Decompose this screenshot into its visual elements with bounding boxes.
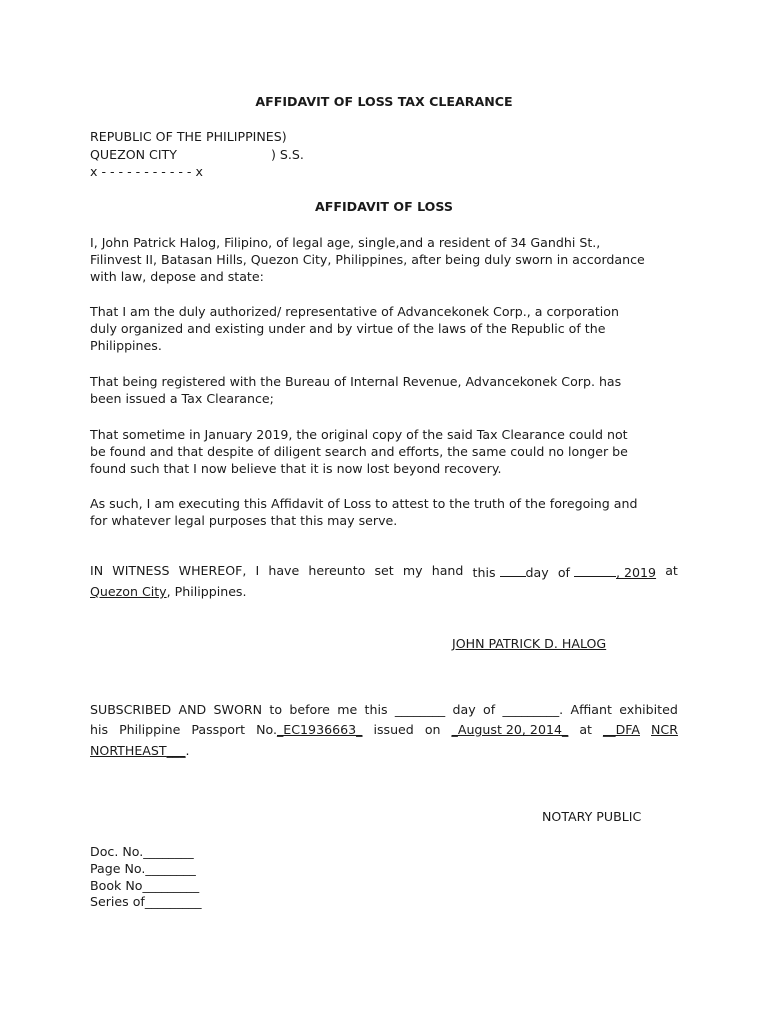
witness-word: this — [472, 565, 496, 580]
jurat-word: exhibited — [619, 702, 678, 717]
jurat-word: at — [579, 722, 592, 737]
jurat-word: this — [364, 702, 388, 717]
paragraph-loss-details — [90, 426, 680, 477]
jurat-line3 — [90, 742, 190, 759]
paragraph-line: That being registered with the Bureau of Internal Revenue, Advancekonek Corp. has — [90, 374, 622, 389]
jurat-word: No. — [256, 722, 277, 737]
witness-word: set — [374, 563, 394, 578]
day-blank — [500, 563, 526, 577]
paragraph-line: Philippines. — [90, 338, 162, 353]
witness-day-label: day — [525, 565, 549, 580]
paragraph-line: As such, I am executing this Affidavit of Loss to attest to the truth of the foregoing and — [90, 496, 638, 511]
jurat-word: on — [424, 722, 441, 737]
paragraph-line: That sometime in January 2019, the original copy of the said Tax Clearance could not — [90, 427, 628, 442]
issuing-office: NORTHEAST — [90, 743, 167, 758]
witness-word: WHEREOF, — [178, 563, 247, 578]
jurat-word: SWORN — [213, 702, 263, 717]
jurat-word: Passport — [191, 722, 246, 737]
witness-clause-line1 — [90, 563, 678, 580]
venue-republic: REPUBLIC OF THE PHILIPPINES) — [90, 129, 287, 144]
jurat-word: SUBSCRIBED — [90, 702, 172, 717]
witness-place: Quezon City — [90, 584, 167, 599]
witness-word: hand — [431, 563, 464, 578]
jurat-word: AND — [178, 702, 207, 717]
witness-word: I — [255, 563, 260, 578]
jurat-word: day — [452, 702, 476, 717]
paragraph-line: I, John Patrick Halog, Filipino, of legal age, single,and a resident of 34 Gandhi St., — [90, 235, 601, 250]
venue-ss: ) S.S. — [271, 147, 304, 162]
paragraph-representative — [90, 303, 680, 354]
witness-word: IN — [90, 563, 104, 578]
jurat-word: his — [90, 722, 109, 737]
affidavit-subtitle: AFFIDAVIT OF LOSS — [315, 199, 453, 214]
venue-separator: x - - - - - - - - - - - x — [90, 164, 203, 179]
paragraph-registration — [90, 373, 680, 407]
jurat-line2 — [90, 722, 678, 737]
venue-city: QUEZON CITY — [90, 147, 177, 162]
witness-of-label: of — [557, 565, 570, 580]
paragraph-line: duly organized and existing under and by virtue of the laws of the Republic of the — [90, 321, 606, 336]
witness-word: have — [268, 563, 300, 578]
paragraph-introduction — [90, 234, 680, 285]
registry-series: Series of_________ — [90, 894, 202, 909]
month-blank — [574, 563, 616, 577]
notary-public-label: NOTARY PUBLIC — [542, 809, 642, 824]
jurat-line1 — [90, 702, 678, 717]
registry-book-no: Book No_________ — [90, 878, 200, 893]
jurat-period: . — [185, 743, 190, 758]
issuing-office-tail: ___ — [166, 743, 186, 758]
jurat-word: me — [337, 702, 358, 717]
issuing-office: NCR — [651, 722, 678, 737]
jurat-word: Affiant — [570, 702, 612, 717]
document-title: AFFIDAVIT OF LOSS TAX CLEARANCE — [255, 94, 513, 109]
passport-issue-date: _August 20, 2014_ — [451, 722, 569, 737]
witness-word: WITNESS — [112, 563, 170, 578]
registry-doc-no: Doc. No.________ — [90, 844, 194, 859]
paragraph-line: been issued a Tax Clearance; — [90, 391, 274, 406]
jurat-month-blank: _________. — [502, 702, 564, 717]
witness-word: hereunto — [308, 563, 366, 578]
witness-word: my — [402, 563, 423, 578]
witness-place-suffix: , Philippines. — [166, 584, 247, 599]
paragraph-line: for whatever legal purposes that this may serve. — [90, 513, 398, 528]
jurat-word: of — [483, 702, 496, 717]
paragraph-purpose — [90, 495, 680, 529]
jurat-word: Philippine — [119, 722, 181, 737]
witness-at-label: at — [665, 563, 678, 578]
jurat-word: before — [289, 702, 330, 717]
paragraph-line: be found and that despite of diligent search and efforts, the same could no longer be — [90, 444, 628, 459]
jurat-day-blank: ________ — [394, 702, 446, 717]
affiant-name: JOHN PATRICK D. HALOG — [452, 636, 607, 651]
witness-year: , 2019 — [616, 565, 657, 580]
paragraph-line: That I am the duly authorized/ representative of Advancekonek Corp., a corporation — [90, 304, 619, 319]
paragraph-line: Filinvest II, Batasan Hills, Quezon City, Philippines, after being duly sworn in accordance — [90, 252, 645, 267]
witness-clause-line2 — [90, 583, 247, 600]
paragraph-line: found such that I now believe that it is now lost beyond recovery. — [90, 461, 502, 476]
registry-page-no: Page No.________ — [90, 861, 196, 876]
passport-number: _EC1936663_ — [277, 722, 363, 737]
jurat-word: issued — [373, 722, 414, 737]
paragraph-line: with law, depose and state: — [90, 269, 264, 284]
issuing-office: __DFA — [602, 722, 640, 737]
jurat-word: to — [269, 702, 283, 717]
